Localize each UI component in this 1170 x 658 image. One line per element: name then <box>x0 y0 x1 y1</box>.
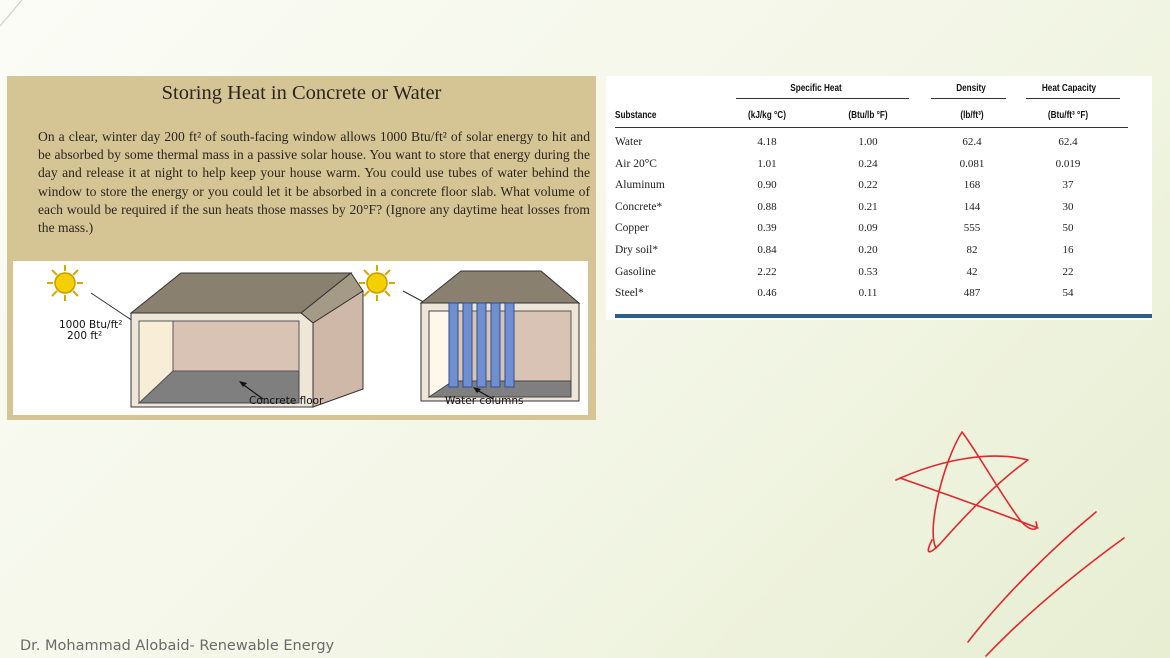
header-heat-capacity: Heat Capacity <box>1041 83 1097 94</box>
heat-capacity-table <box>606 76 1152 320</box>
cell-btu: 0.20 <box>858 244 878 256</box>
cell-btu: 0.53 <box>858 265 878 278</box>
header-btu-lb-f: (Btu/lb °F) <box>848 110 888 121</box>
annotation-star-cross <box>900 478 1038 528</box>
cell-kj: 4.18 <box>757 136 777 148</box>
label-water-columns: Water columns <box>445 395 524 407</box>
cell-density: 555 <box>963 222 981 235</box>
cell-substance: Gasoline <box>615 265 656 278</box>
cell-kj: 0.39 <box>757 222 777 235</box>
cell-substance: Concrete* <box>615 200 663 213</box>
header-substance: Substance <box>615 110 657 121</box>
cell-kj: 0.90 <box>757 179 777 192</box>
cell-btu: 0.24 <box>858 157 878 170</box>
cell-density: 62.4 <box>962 136 982 148</box>
cell-btu: 0.11 <box>858 287 878 300</box>
pen-annotation <box>880 420 1140 658</box>
sun-icon <box>359 265 395 301</box>
cell-substance: Copper <box>615 222 649 235</box>
concrete-house-drawing <box>131 273 363 407</box>
cell-capacity: 30 <box>1062 200 1074 213</box>
cell-kj: 0.88 <box>757 200 777 213</box>
cell-density: 168 <box>963 179 981 192</box>
water-house-drawing <box>421 271 579 401</box>
table-bottom-rule <box>615 314 1152 318</box>
annotation-star-left <box>933 432 1037 548</box>
cell-substance: Water <box>615 136 643 148</box>
header-lb-ft3: (lb/ft³) <box>960 110 984 121</box>
annotation-slash-1 <box>968 512 1096 642</box>
rule-specific-heat <box>736 98 909 99</box>
cell-btu: 0.09 <box>858 222 878 235</box>
cell-density: 82 <box>966 244 978 256</box>
cell-density: 144 <box>963 200 981 213</box>
cell-capacity: 37 <box>1062 179 1074 192</box>
header-specific-heat: Specific Heat <box>790 83 842 94</box>
cell-substance: Air 20°C <box>615 157 657 170</box>
cell-btu: 0.22 <box>858 179 878 192</box>
cell-btu: 0.21 <box>858 200 878 213</box>
label-window-area: 200 ft² <box>67 330 103 342</box>
cell-substance: Dry soil* <box>615 244 659 256</box>
cell-substance: Aluminum <box>615 179 665 192</box>
problem-title: Storing Heat in Concrete or Water <box>161 82 442 104</box>
label-energy-flux: 1000 Btu/ft² <box>59 319 123 331</box>
sun-icon <box>47 265 83 301</box>
cell-kj: 0.46 <box>757 287 777 300</box>
cell-btu: 1.00 <box>858 136 878 148</box>
corner-decoration <box>0 0 30 30</box>
rule-density <box>931 98 1006 99</box>
cell-kj: 1.01 <box>757 157 777 170</box>
cell-capacity: 0.019 <box>1055 157 1081 170</box>
cell-kj: 2.22 <box>757 265 777 278</box>
cell-capacity: 16 <box>1062 244 1074 256</box>
cell-density: 0.081 <box>959 157 985 170</box>
header-btu-ft3-f: (Btu/ft³ °F) <box>1047 110 1089 121</box>
label-concrete-floor: Concrete floor <box>249 395 324 407</box>
header-density: Density <box>956 83 986 94</box>
cell-density: 487 <box>963 287 981 300</box>
house-figure <box>13 261 588 415</box>
cell-density: 42 <box>966 265 978 278</box>
problem-panel <box>7 76 596 420</box>
header-kj-kg-c: (kJ/kg °C) <box>748 110 786 121</box>
cell-capacity: 22 <box>1062 265 1074 278</box>
problem-text: On a clear, winter day 200 ft² of south-facing window allows 1000 Btu/ft² of solar energy to hit and be absorbed by some thermal mass in a passive solar house. You want to store that energy during the day and release it at night to help keep your house warm. You could use tubes of water behind the window to store the energy or you could let it be absorbed in a concrete floor slab. What volume of each would be required if the sun heats those masses by 20°F? (Ignore any daytime heat losses from the mass.) <box>38 129 590 236</box>
cell-capacity: 50 <box>1062 222 1074 235</box>
cell-kj: 0.84 <box>757 244 777 256</box>
footer-credit: Dr. Mohammad Alobaid- Renewable Energy <box>20 638 335 654</box>
header-rule <box>615 127 1128 128</box>
cell-substance: Steel* <box>615 287 644 300</box>
cell-capacity: 54 <box>1062 287 1074 300</box>
cell-capacity: 62.4 <box>1058 136 1078 148</box>
rule-heat-capacity <box>1026 98 1120 99</box>
